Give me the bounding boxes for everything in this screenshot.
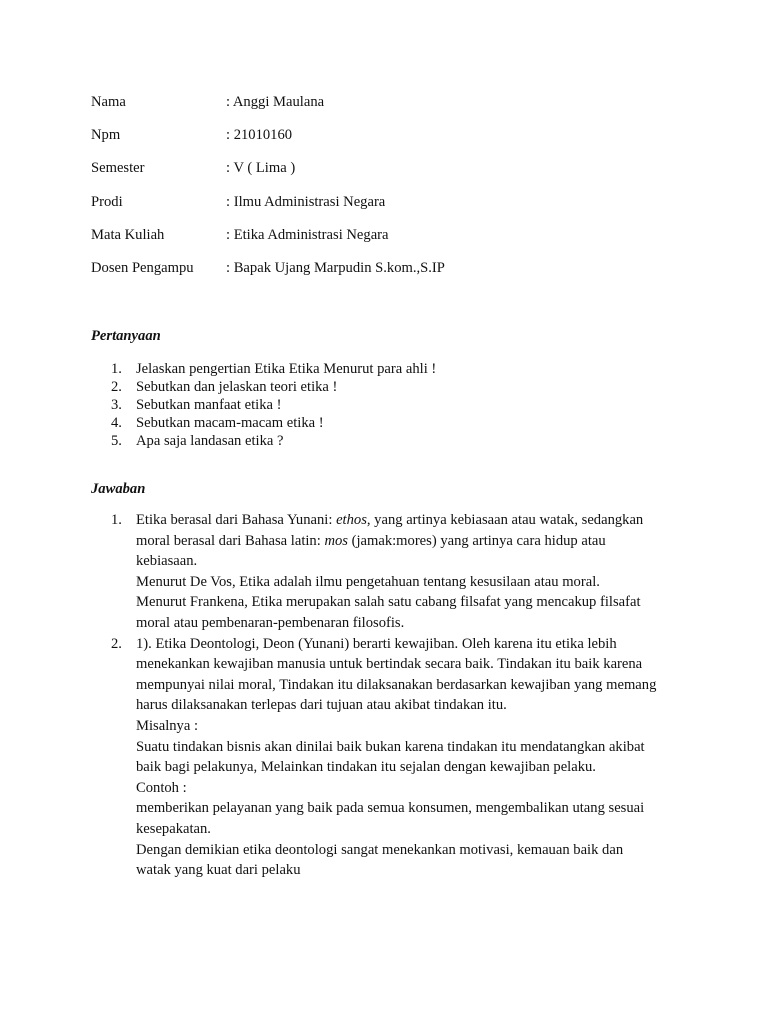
- question-item: [91, 432, 691, 450]
- answer-line: Misalnya :: [136, 717, 199, 734]
- answer-number: 2.: [111, 635, 122, 652]
- info-row-prodi: [91, 192, 691, 225]
- answer-text: , yang artinya kebiasaan atau watak, sedangkan: [366, 512, 644, 528]
- answer-text: moral berasal dari Bahasa latin:: [136, 532, 325, 549]
- info-row-npm: [91, 125, 691, 158]
- question-list: [91, 360, 691, 450]
- question-number: 5.: [111, 433, 122, 449]
- info-label: Nama: [91, 94, 126, 110]
- answer-line: kesepakatan.: [136, 820, 211, 837]
- answer-line: moral atau pembenaran-pembenaran filosofis.: [136, 614, 405, 631]
- question-item: [91, 378, 691, 396]
- jawaban-heading: Jawaban: [91, 481, 146, 497]
- question-text: Sebutkan manfaat etika !: [136, 397, 282, 413]
- question-item: [91, 396, 691, 414]
- question-text: Apa saja landasan etika ?: [136, 433, 284, 449]
- answer-number: 1.: [111, 512, 122, 528]
- info-label: Dosen Pengampu: [91, 259, 194, 276]
- answer-line: mempunyai nilai moral, Tindakan itu dilaksanakan berdasarkan kewajiban yang memang: [136, 676, 657, 693]
- info-row-dosen-pengampu: [91, 258, 691, 291]
- answer-line: harus dilaksanakan terlepas dari tujuan atau akibat tindakan itu.: [136, 697, 507, 714]
- question-item: [91, 360, 691, 378]
- answer-line: 1). Etika Deontologi, Deon (Yunani) berarti kewajiban. Oleh karena itu etika lebih: [136, 635, 617, 652]
- answer-line: watak yang kuat dari pelaku: [136, 862, 301, 879]
- answer-line: baik bagi pelakunya, Melainkan tindakan itu sejalan dengan kewajiban pelaku.: [136, 759, 596, 776]
- answer-text-italic: mos: [324, 532, 348, 549]
- student-info: [91, 92, 691, 291]
- answer-line: memberikan pelayanan yang baik pada semua konsumen, mengembalikan utang sesuai: [136, 800, 645, 817]
- answer-list: [91, 510, 691, 881]
- answer-item-2: [91, 634, 691, 881]
- info-label: Npm: [91, 127, 121, 144]
- answer-body: [136, 634, 681, 881]
- question-number: 1.: [111, 361, 122, 377]
- question-number: 4.: [111, 415, 122, 431]
- answer-line: [136, 510, 681, 531]
- answer-line: Menurut De Vos, Etika adalah ilmu pengetahuan tentang kesusilaan atau moral.: [136, 573, 600, 590]
- info-row-mata-kuliah: [91, 225, 691, 258]
- question-text: Sebutkan macam-macam etika !: [136, 415, 324, 431]
- answer-item-1: [91, 510, 691, 634]
- answer-line: Menurut Frankena, Etika merupakan salah satu cabang filsafat yang mencakup filsafat: [136, 594, 641, 611]
- info-label: Prodi: [91, 193, 123, 210]
- info-value: : V ( Lima ): [226, 160, 296, 177]
- info-value: : Anggi Maulana: [226, 94, 325, 110]
- question-text: Sebutkan dan jelaskan teori etika !: [136, 379, 338, 395]
- pertanyaan-heading: Pertanyaan: [91, 328, 161, 344]
- info-label: Mata Kuliah: [91, 226, 165, 243]
- info-row-semester: [91, 158, 691, 191]
- answer-body: [136, 510, 681, 634]
- info-value: : Ilmu Administrasi Negara: [226, 193, 386, 210]
- question-text: Jelaskan pengertian Etika Etika Menurut para ahli !: [136, 361, 437, 377]
- question-item: [91, 414, 691, 432]
- answer-line: [136, 531, 681, 552]
- answer-text: Etika berasal dari Bahasa Yunani:: [136, 512, 337, 528]
- info-value: : Etika Administrasi Negara: [226, 226, 389, 243]
- question-number: 2.: [111, 379, 122, 395]
- answer-line: Dengan demikian etika deontologi sangat menekankan motivasi, kemauan baik dan: [136, 841, 624, 858]
- answer-line: kebiasaan.: [136, 553, 198, 570]
- question-number: 3.: [111, 397, 122, 413]
- info-value: : 21010160: [226, 127, 293, 144]
- info-value: : Bapak Ujang Marpudin S.kom.,S.IP: [226, 259, 445, 276]
- answer-text-italic: ethos: [336, 512, 367, 528]
- answer-line: Contoh :: [136, 779, 187, 796]
- answer-text: (jamak:mores) yang artinya cara hidup atau: [347, 532, 606, 549]
- answer-line: Suatu tindakan bisnis akan dinilai baik bukan karena tindakan itu mendatangkan akibat: [136, 738, 645, 755]
- answer-line: menekankan kewajiban manusia untuk bertindak secara baik. Tindakan itu baik karena: [136, 656, 643, 673]
- info-label: Semester: [91, 160, 145, 177]
- info-row-nama: [91, 92, 691, 125]
